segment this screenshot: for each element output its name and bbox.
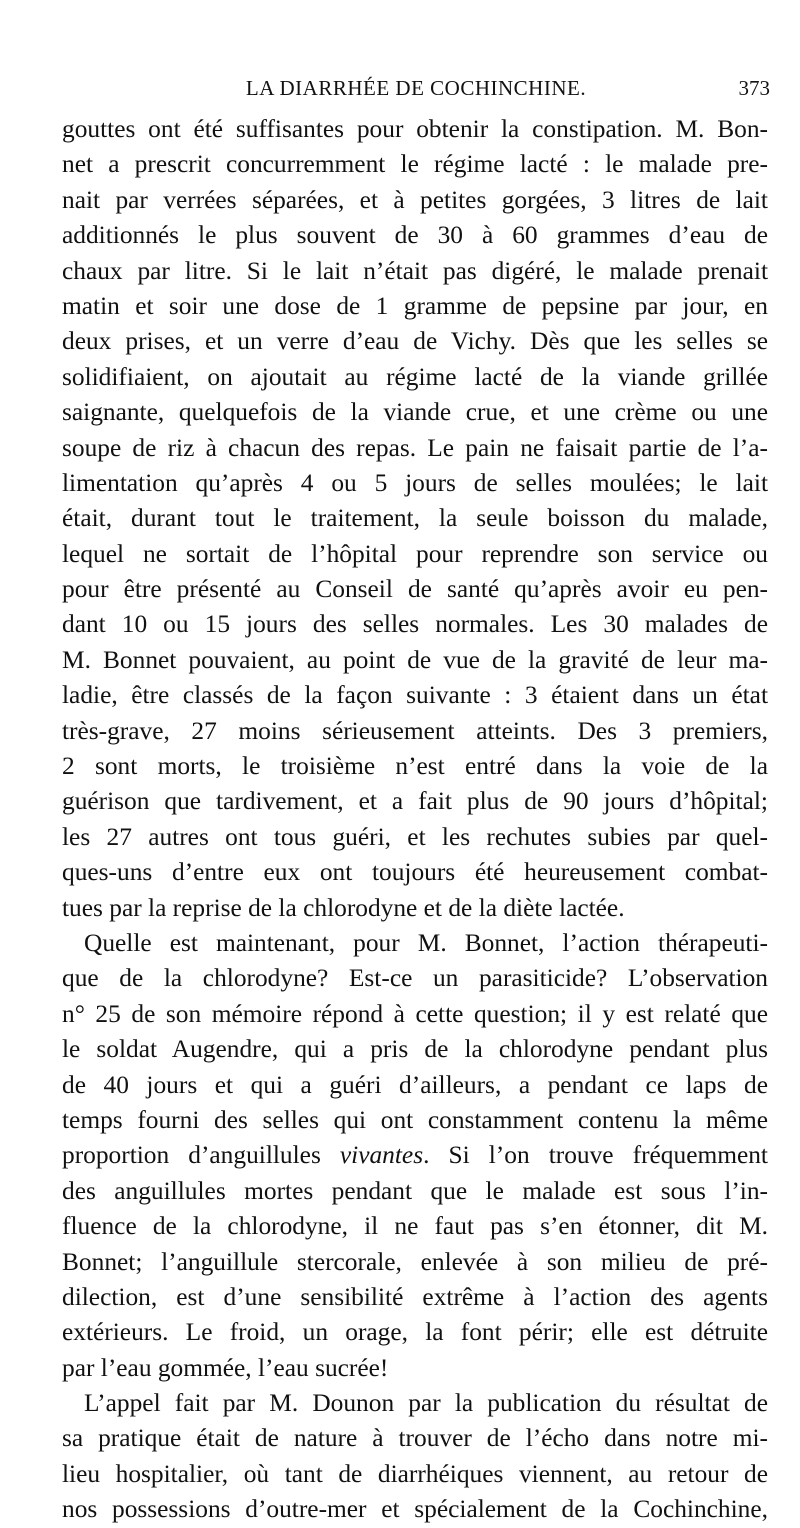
text-line: que de la chlorodyne? Est-ce un parasiticide? L’observation bbox=[62, 964, 768, 993]
text-line: dilection, est d’une sensibilité extrême à l’action des agents bbox=[62, 1282, 768, 1311]
text-line: ladie, être classés de la façon suivante : 3 étaient dans un état bbox=[62, 681, 768, 710]
text-line: temps fourni des selles qui ont constamment contenu la même bbox=[62, 1105, 768, 1134]
text-line: sa pratique était de nature à trouver de l’écho dans notre mi- bbox=[62, 1424, 768, 1453]
text-line: guérison que tardivement, et a fait plus de 90 jours d’hôpital; bbox=[62, 787, 768, 816]
text-line: était, durant tout le traitement, la seule boisson du malade, bbox=[62, 504, 768, 533]
text-line: 2 sont morts, le troisième n’est entré dans la voie de la bbox=[62, 752, 768, 781]
text-line: les 27 autres ont tous guéri, et les rechutes subies par quel- bbox=[62, 822, 768, 851]
text-line: soupe de riz à chacun des repas. Le pain ne faisait partie de l’a- bbox=[62, 433, 768, 462]
italic-word: vivantes bbox=[339, 1141, 424, 1170]
body-text bbox=[62, 112, 768, 1528]
text-line: de 40 jours et qui a guéri d’ailleurs, a pendant ce laps de bbox=[62, 1070, 768, 1099]
text-line: M. Bonnet pouvaient, au point de vue de la gravité de leur ma- bbox=[62, 645, 768, 674]
text-line: net a prescrit concurremment le régime lacté : le malade pre- bbox=[62, 150, 768, 179]
paragraph-end-line: par l’eau gommée, l’eau sucrée! bbox=[62, 1353, 389, 1382]
text-line: extérieurs. Le froid, un orage, la font périr; elle est détruite bbox=[62, 1318, 768, 1347]
text-line: lieu hospitalier, où tant de diarrhéiques viennent, au retour de bbox=[62, 1459, 768, 1488]
text-line: ques-uns d’entre eux ont toujours été heureusement combat- bbox=[62, 858, 768, 887]
text-line: le soldat Augendre, qui a pris de la chlorodyne pendant plus bbox=[62, 1035, 768, 1064]
running-head bbox=[62, 76, 770, 106]
text-line: dant 10 ou 15 jours des selles normales. Les 30 malades de bbox=[62, 610, 768, 639]
text-line: pour être présenté au Conseil de santé qu’après avoir eu pen- bbox=[62, 575, 768, 604]
text-line: nos possessions d’outre-mer et spécialement de la Cochinchine, bbox=[62, 1495, 768, 1524]
text-line: solidifiaient, on ajoutait au régime lacté de la viande grillée bbox=[62, 362, 768, 391]
text-line: des anguillules mortes pendant que le malade est sous l’in- bbox=[62, 1176, 768, 1205]
paragraph-start-line: L’appel fait par M. Dounon par la publication du résultat de bbox=[84, 1389, 768, 1418]
text-line: gouttes ont été suffisantes pour obtenir la constipation. M. Bon- bbox=[62, 115, 768, 143]
paragraph-start-line: Quelle est maintenant, pour M. Bonnet, l’action thérapeuti- bbox=[84, 928, 768, 957]
text-line: lequel ne sortait de l’hôpital pour reprendre son service ou bbox=[62, 539, 768, 568]
text-line: additionnés le plus souvent de 30 à 60 grammes d’eau de bbox=[62, 221, 768, 250]
text-line: limentation qu’après 4 ou 5 jours de selles moulées; le lait bbox=[62, 468, 768, 497]
text-line: n° 25 de son mémoire répond à cette question; il y est relaté que bbox=[62, 999, 768, 1028]
paragraph-end-line: tues par la reprise de la chlorodyne et de la diète lactée. bbox=[62, 893, 625, 922]
page-number: 373 bbox=[738, 76, 770, 100]
text-line: saignante, quelquefois de la viande crue, et une crème ou une bbox=[62, 398, 768, 427]
text-line: fluence de la chlorodyne, il ne faut pas s’en étonner, dit M. bbox=[62, 1212, 768, 1241]
text-line: très-grave, 27 moins sérieusement atteints. Des 3 premiers, bbox=[62, 716, 768, 745]
text-line: Bonnet; l’anguillule stercorale, enlevée à son milieu de pré- bbox=[62, 1247, 768, 1276]
text-line: nait par verrées séparées, et à petites gorgées, 3 litres de lait bbox=[62, 185, 768, 214]
running-title: LA DIARRHÉE DE COCHINCHINE. bbox=[245, 76, 587, 100]
text-line: proportion d’anguillules vivantes. Si l’on trouve fréquemment bbox=[62, 1141, 768, 1170]
text-line: matin et soir une dose de 1 gramme de pepsine par jour, en bbox=[62, 291, 768, 320]
text-line: deux prises, et un verre d’eau de Vichy. Dès que les selles se bbox=[62, 327, 768, 356]
text-line: chaux par litre. Si le lait n’était pas digéré, le malade prenait bbox=[62, 256, 768, 285]
